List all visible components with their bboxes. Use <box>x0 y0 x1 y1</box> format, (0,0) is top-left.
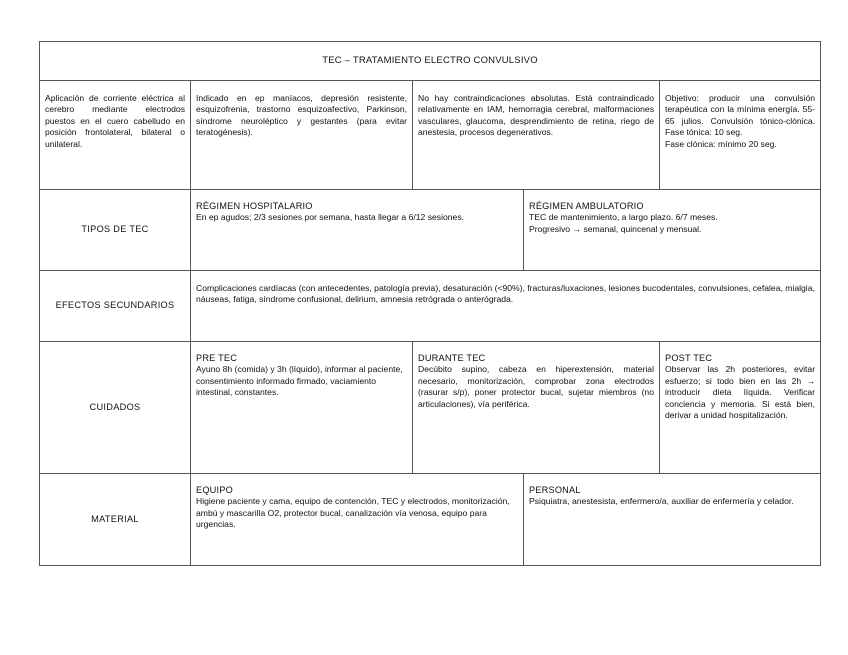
post-tec-title: POST TEC <box>665 353 713 363</box>
intro-row <box>40 81 821 190</box>
tec-table <box>39 41 821 566</box>
ambulatorio-text-1: TEC de mantenimiento, a largo plazo. 6/7 meses. <box>529 212 718 223</box>
equipo-text: Higiene paciente y cama, equipo de contención, TEC y electrodos, monitorización, ambú y mascarilla O2, protector bucal, canalización vía venosa, equipo para urgencias. <box>196 496 510 530</box>
efectos-text: Complicaciones cardíacas (con antecedentes, patología previa), desaturación (<90%), fracturas/luxaciones, lesiones bucodentales, convulsiones, cefalea, mialgia, náuseas, fatiga, síndrome confusional, delirium, amnesia retrógrada o anterógrada. <box>191 271 821 342</box>
objective-cell <box>660 81 821 190</box>
cuidados-label: CUIDADOS <box>40 342 191 474</box>
pre-tec-cell <box>191 342 413 474</box>
durante-tec-title: DURANTE TEC <box>418 353 486 363</box>
document-page <box>39 41 820 566</box>
durante-tec-text: Decúbito supino, cabeza en hiperextensión, material necesario, monitorización, comprobar zona electrodos (rasurar s/p), poner protector bucal, sujetar miembros (no articulaciones), vía periférica. <box>418 364 654 409</box>
hospital-text: En ep agudos; 2/3 sesiones por semana, hasta llegar a 6/12 sesiones. <box>196 212 465 223</box>
table-title: TEC – TRATAMIENTO ELECTRO CONVULSIVO <box>40 42 821 81</box>
equipo-title: EQUIPO <box>196 485 233 495</box>
tipos-label: TIPOS DE TEC <box>40 190 191 271</box>
tipos-row <box>40 190 821 271</box>
equipo-cell <box>191 474 524 566</box>
personal-text: Psiquiatra, anestesista, enfermero/a, auxiliar de enfermería y celador. <box>529 496 794 507</box>
personal-cell <box>524 474 821 566</box>
objective-text: Objetivo: producir una convulsión terapéutica con la mínima energía. 55-65 julios. Convulsión tónico-clónica. Fase tónica: 10 seg. <box>665 93 816 138</box>
cuidados-row <box>40 342 821 474</box>
definition-cell: Aplicación de corriente eléctrica al cerebro mediante electrodos puestos en el cuero cabelludo en posición frontolateral, bilateral o unilateral. <box>40 81 191 190</box>
efectos-row <box>40 271 821 342</box>
ambulatorio-title: RÉGIMEN AMBULATORIO <box>529 201 644 211</box>
ambulatorio-text-2: Progresivo → semanal, quincenal y mensual. <box>529 223 702 234</box>
pre-tec-title: PRE TEC <box>196 353 238 363</box>
ambulatorio-cell <box>524 190 821 271</box>
durante-tec-cell <box>413 342 660 474</box>
contraindications-cell: No hay contraindicaciones absolutas. Está contraindicado relativamente en IAM, hemorragia cerebral, malformaciones vasculares, glaucoma, desprendimiento de retina, riego de anestesia, procesos degenerativos. <box>413 81 660 190</box>
material-row <box>40 474 821 566</box>
indications-cell: Indicado en ep maníacos, depresión resistente, esquizofrenia, trastorno esquizoafectivo, Parkinson, síndrome neuroléptico y gestantes (para evitar teratogénesis). <box>191 81 413 190</box>
objective-text-2: Fase clónica: mínimo 20 seg. <box>665 138 777 149</box>
material-label: MATERIAL <box>40 474 191 566</box>
hospital-title: RÉGIMEN HOSPITALARIO <box>196 201 313 211</box>
hospital-cell <box>191 190 524 271</box>
personal-title: PERSONAL <box>529 485 581 495</box>
post-tec-text: Observar las 2h posteriores, evitar esfuerzo; si todo bien en las 2h → introducir dieta líquida. Verificar conciencia y memoria. Si está bien, derivar a unidad hospitalización. <box>665 364 816 421</box>
post-tec-cell <box>660 342 821 474</box>
pre-tec-text: Ayuno 8h (comida) y 3h (líquido), informar al paciente, consentimiento informado firmado, vaciamiento intestinal, constantes. <box>196 364 403 398</box>
efectos-label: EFECTOS SECUNDARIOS <box>40 271 191 342</box>
